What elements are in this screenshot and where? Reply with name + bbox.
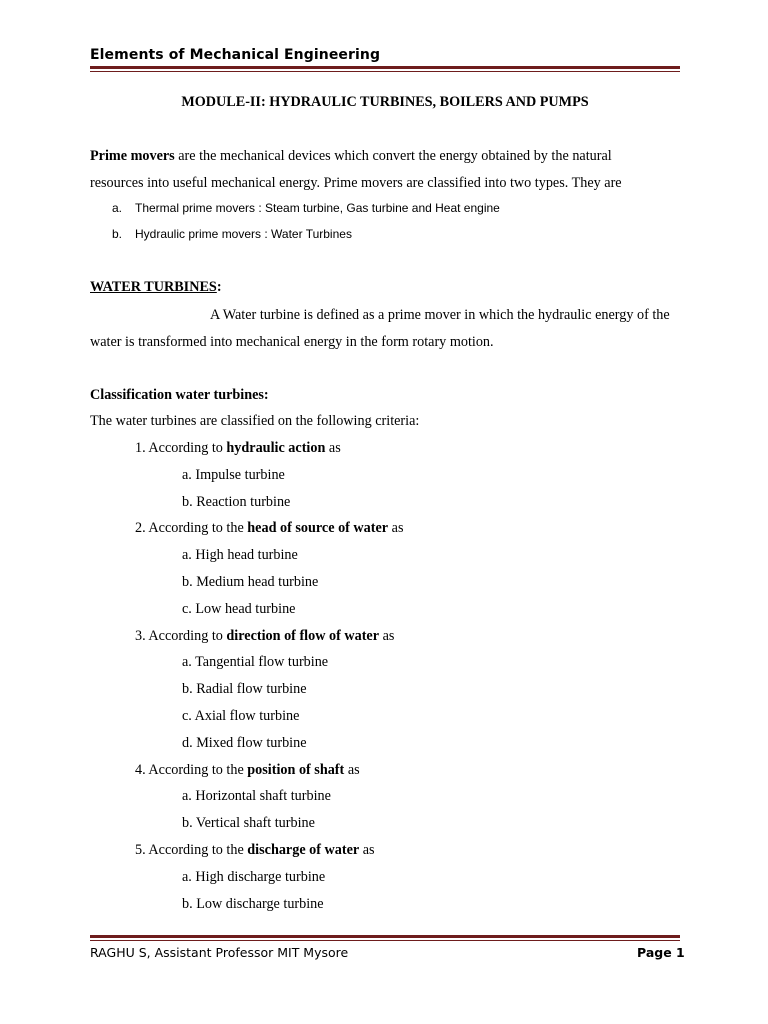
- criterion-suffix: as: [344, 761, 360, 778]
- turbine-type-item: a. Tangential flow turbine: [182, 654, 329, 671]
- criterion-key-term: position of shaft: [247, 761, 345, 778]
- list-item-text: Thermal prime movers : Steam turbine, Gas turbine and Heat engine: [135, 201, 500, 215]
- intro-line-1-rest: are the mechanical devices which convert the energy obtained by the natural: [174, 148, 612, 164]
- document-header-title: Elements of Mechanical Engineering: [90, 47, 381, 63]
- intro-paragraph: [90, 143, 678, 197]
- page-number: Page 1: [637, 945, 685, 960]
- criterion-prefix: 3. According to: [135, 627, 227, 644]
- criterion-prefix: 5. According to the: [135, 842, 248, 858]
- turbine-type-item: b. Reaction turbine: [182, 493, 291, 510]
- header-rule: [90, 66, 680, 72]
- criterion-3: [135, 628, 394, 645]
- classification-intro: The water turbines are classified on the following criteria:: [90, 413, 420, 429]
- turbine-type-item: a. Impulse turbine: [182, 466, 285, 483]
- intro-term: Prime movers: [90, 148, 175, 164]
- turbine-type-item: b. Vertical shaft turbine: [182, 815, 315, 832]
- criterion-prefix: 1. According to: [135, 440, 227, 456]
- water-turbines-heading-text: WATER TURBINES: [90, 279, 217, 295]
- turbine-type-item: b. Medium head turbine: [182, 574, 319, 590]
- water-turbines-heading: [90, 279, 222, 296]
- footer-rule: [90, 935, 680, 941]
- criterion-prefix: 4. According to the: [135, 761, 248, 778]
- criterion-key-term: direction of flow of water: [226, 627, 380, 644]
- criterion-suffix: as: [379, 627, 395, 644]
- turbine-type-item: a. High head turbine: [182, 547, 298, 564]
- criterion-prefix: 2. According to the: [135, 520, 248, 537]
- definition-line-2: water is transformed into mechanical energy in the form rotary motion.: [90, 334, 494, 350]
- intro-line-1: [90, 143, 678, 170]
- definition-line-1: A Water turbine is defined as a prime mover in which the hydraulic energy of the: [210, 307, 670, 323]
- criterion-suffix: as: [325, 440, 341, 456]
- heading-colon: :: [216, 279, 222, 295]
- list-marker: a.: [112, 201, 123, 215]
- list-item-text: Hydraulic prime movers : Water Turbines: [135, 227, 352, 241]
- turbine-type-item: b. Low discharge turbine: [182, 895, 324, 912]
- criterion-5: [135, 842, 375, 859]
- turbine-type-item: c. Axial flow turbine: [182, 708, 300, 724]
- criterion-suffix: as: [388, 520, 404, 537]
- classification-heading: Classification water turbines:: [90, 387, 269, 403]
- criterion-1: [135, 440, 341, 457]
- list-marker: b.: [112, 227, 123, 241]
- turbine-type-item: c. Low head turbine: [182, 600, 296, 617]
- criterion-key-term: hydraulic action: [226, 440, 326, 456]
- turbine-type-item: a. Horizontal shaft turbine: [182, 788, 331, 805]
- criterion-key-term: head of source of water: [247, 520, 389, 537]
- prime-mover-type-item: [90, 227, 680, 247]
- module-title: MODULE-II: HYDRAULIC TURBINES, BOILERS AND PUMPS: [181, 94, 589, 110]
- turbine-type-item: d. Mixed flow turbine: [182, 734, 307, 751]
- footer-author: RAGHU S, Assistant Professor MIT Mysore: [90, 945, 349, 960]
- prime-mover-type-item: [90, 201, 680, 221]
- criterion-key-term: discharge of water: [247, 842, 360, 858]
- water-turbine-definition: [90, 302, 678, 356]
- criterion-suffix: as: [359, 842, 375, 858]
- criterion-4: [135, 762, 360, 779]
- turbine-type-item: a. High discharge turbine: [182, 868, 326, 885]
- criterion-2: [135, 520, 403, 537]
- turbine-type-item: b. Radial flow turbine: [182, 681, 307, 698]
- intro-line-2: resources into useful mechanical energy. Prime movers are classified into two types. They are: [90, 175, 622, 191]
